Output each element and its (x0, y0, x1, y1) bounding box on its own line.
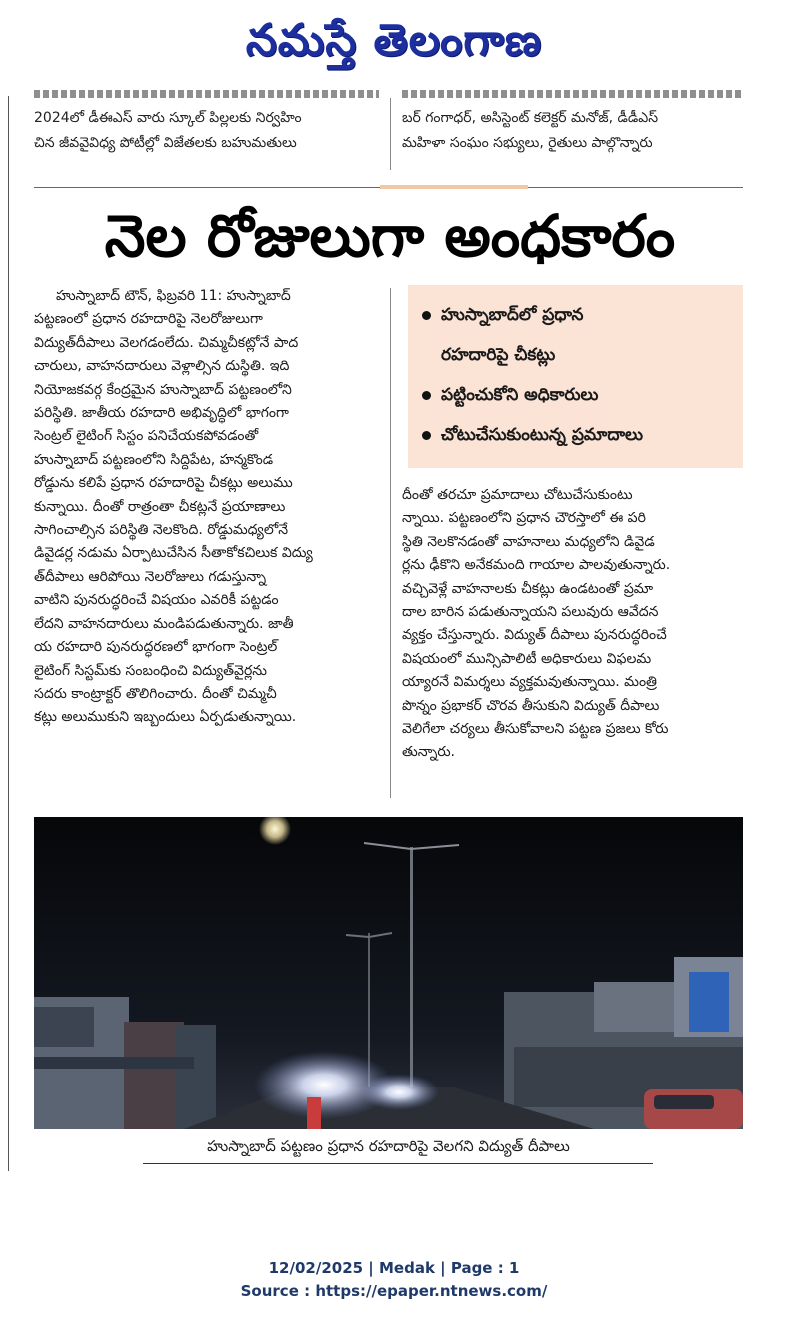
article-line: రోడ్డును కలిపే ప్రధాన రహదారిపై చీకట్లు అలుము (34, 475, 293, 492)
bullet-icon (422, 431, 431, 440)
photo-caption: హుస్నాబాద్ పట్టణం ప్రధాన రహదారిపై వెలగని విద్యుత్ దీపాలు (207, 1137, 570, 1155)
article-line: స్థితి నెలకొనడంతో వాహనాలు మధ్యలోని డివైడ (402, 533, 655, 550)
article-line: సదరు కాంట్రాక్టర్ తొలిగించారు. దీంతో చిమ్మచీ (34, 685, 277, 702)
highlight-item: హుస్నాబాద్‌లో ప్రధాన (422, 295, 743, 335)
article-line: కట్లు అలుముకుని ఇబ్బందులు ఏర్పడుతున్నాయి. (34, 709, 297, 726)
previous-story-left-column (34, 106, 379, 156)
article-line: త్‌దీపాలు ఆరిపోయి నెలరోజులు గడుస్తున్నా (34, 568, 267, 585)
column-divider (390, 98, 391, 170)
previous-story-line: 2024లో డీఈఎస్ వారు స్కూల్ పిల్లలకు నిర్వహిం (34, 110, 302, 126)
section-accent (380, 185, 528, 189)
highlight-item-continued: రహదారిపై చీకట్లు (441, 345, 556, 365)
source-link[interactable]: Source : https://epaper.ntnews.com/ (240, 1282, 548, 1300)
edition-info: 12/02/2025 | Medak | Page : 1 (268, 1259, 520, 1277)
article-line: వ్యక్తం చేస్తున్నారు. విద్యుత్ దీపాలు పునరుద్ధరించే (402, 627, 667, 644)
article-right-column (402, 484, 744, 765)
article-line: హుస్నాబాద్ పట్టణంలోని సిద్దిపేట, హన్మకొండ (34, 451, 274, 468)
highlight-item: పట్టించుకోని అధికారులు (422, 375, 743, 415)
previous-story-clipped-left (34, 90, 379, 102)
article-line: కున్నాయి. దీంతో రాత్రంతా చీకట్లనే ప్రయాణాలు (34, 498, 286, 515)
article-line: విద్యుత్‌దీపాలు వెలగడంలేదు. చిమ్మచీకట్లోనే పాద (34, 334, 299, 351)
previous-story-line: మహిళా సంఘం సభ్యులు, రైతులు పాల్గొన్నారు (402, 135, 653, 151)
article-line: తున్నారు. (402, 744, 456, 761)
article-line: లేదని వాహనదారులు మండిపడుతున్నారు. జాతీ (34, 615, 294, 632)
article-line: య రహదారి పునరుద్ధరణలో భాగంగా సెంట్రల్ (34, 639, 278, 656)
previous-story-right-column (402, 106, 742, 156)
bullet-icon (422, 311, 431, 320)
article-line: న్నాయి. పట్టణంలోని ప్రధాన చౌరస్తాలో ఈ పరి (402, 510, 646, 527)
article-line: వాటిని పునరుద్ధరించే విషయం ఎవరికీ పట్టడం (34, 592, 279, 609)
article-line: పొన్నం ప్రభాకర్ చొరవ తీసుకుని విద్యుత్ దీపాలు (402, 697, 660, 714)
article-line: దీంతో తరచూ ప్రమాదాలు చోటుచేసుకుంటు (402, 487, 633, 503)
masthead (0, 0, 788, 92)
caption-rule (143, 1163, 653, 1164)
article-line: వెలిగేలా చర్యలు తీసుకోవాలని పట్టణ ప్రజలు కోరు (402, 721, 669, 738)
left-margin-rule (8, 96, 9, 1171)
article-line: సెంట్రల్ లైటింగ్ సిస్టం పనిచేయకపోవడంతో (34, 428, 259, 445)
article-line: హుస్నాబాద్ టౌన్, ఫిబ్రవరి 11: హుస్నాబాద్ (56, 288, 291, 304)
article-line: పట్టణంలో ప్రధాన రహదారిపై నెలరోజులుగా (34, 311, 263, 328)
night-street-illustration (34, 817, 743, 1129)
bullet-icon (422, 391, 431, 400)
article-line: డివైడర్ల నడుమ ఏర్పాటుచేసిన సీతాకోకచిలుక విద్యు (34, 545, 313, 562)
article-line: నియోజకవర్గ కేంద్రమైన హుస్నాబాద్ పట్టణంలోని (34, 381, 292, 398)
headline: నెల రోజులుగా అంధకారం (104, 202, 676, 270)
article-left-column (34, 285, 376, 730)
article-line: సాగించాల్సిన పరిస్థితి నెలకొంది. రోడ్డుమధ్యలోనే (34, 522, 289, 539)
article-line: వచ్చివెళ్లే వాహనాలకు చీకట్లు ఉండటంతో ప్రమా (402, 580, 654, 597)
article-line: య్యారనే విమర్శలు వ్యక్తమవుతున్నాయి. మంత్రి (402, 674, 657, 691)
street-photo (34, 817, 743, 1129)
previous-story-clipped-right (402, 90, 742, 102)
article-line: చారులు, వాహనదారులు వెళ్లాల్సిన దుస్థితి. ఇది (34, 358, 290, 375)
masthead-title: నమస్తే తెలంగాణ (245, 15, 543, 66)
highlights-box (408, 285, 743, 468)
article-line: పరిస్థితి. జాతీయ రహదారి అభివృద్ధిలో భాగంగా (34, 405, 289, 422)
highlight-item: చోటుచేసుకుంటున్న ప్రమాదాలు (422, 415, 743, 455)
column-divider (390, 288, 391, 798)
article-line: దాల బారిన పడుతున్నాయని పలువురు ఆవేదన (402, 604, 659, 621)
previous-story-line: చిన జీవవైవిధ్య పోటీల్లో విజేతలకు బహుమతులు (34, 135, 297, 151)
article-line: లైటింగ్ సిస్టమ్‌కు సంబంధించి విద్యుత్‌వైర్లను (34, 662, 267, 679)
article-line: విషయంలో మున్సిపాలిటీ అధికారులు విఫలమ (402, 650, 652, 667)
article-line: ర్లను ఢీకొని అనేకమంది గాయాల పాలవుతున్నారు. (402, 557, 671, 574)
previous-story-line: బర్ గంగాధర్, అసిస్టెంట్ కలెక్టర్ మనోజ్, డీడీఎస్ (402, 110, 659, 126)
